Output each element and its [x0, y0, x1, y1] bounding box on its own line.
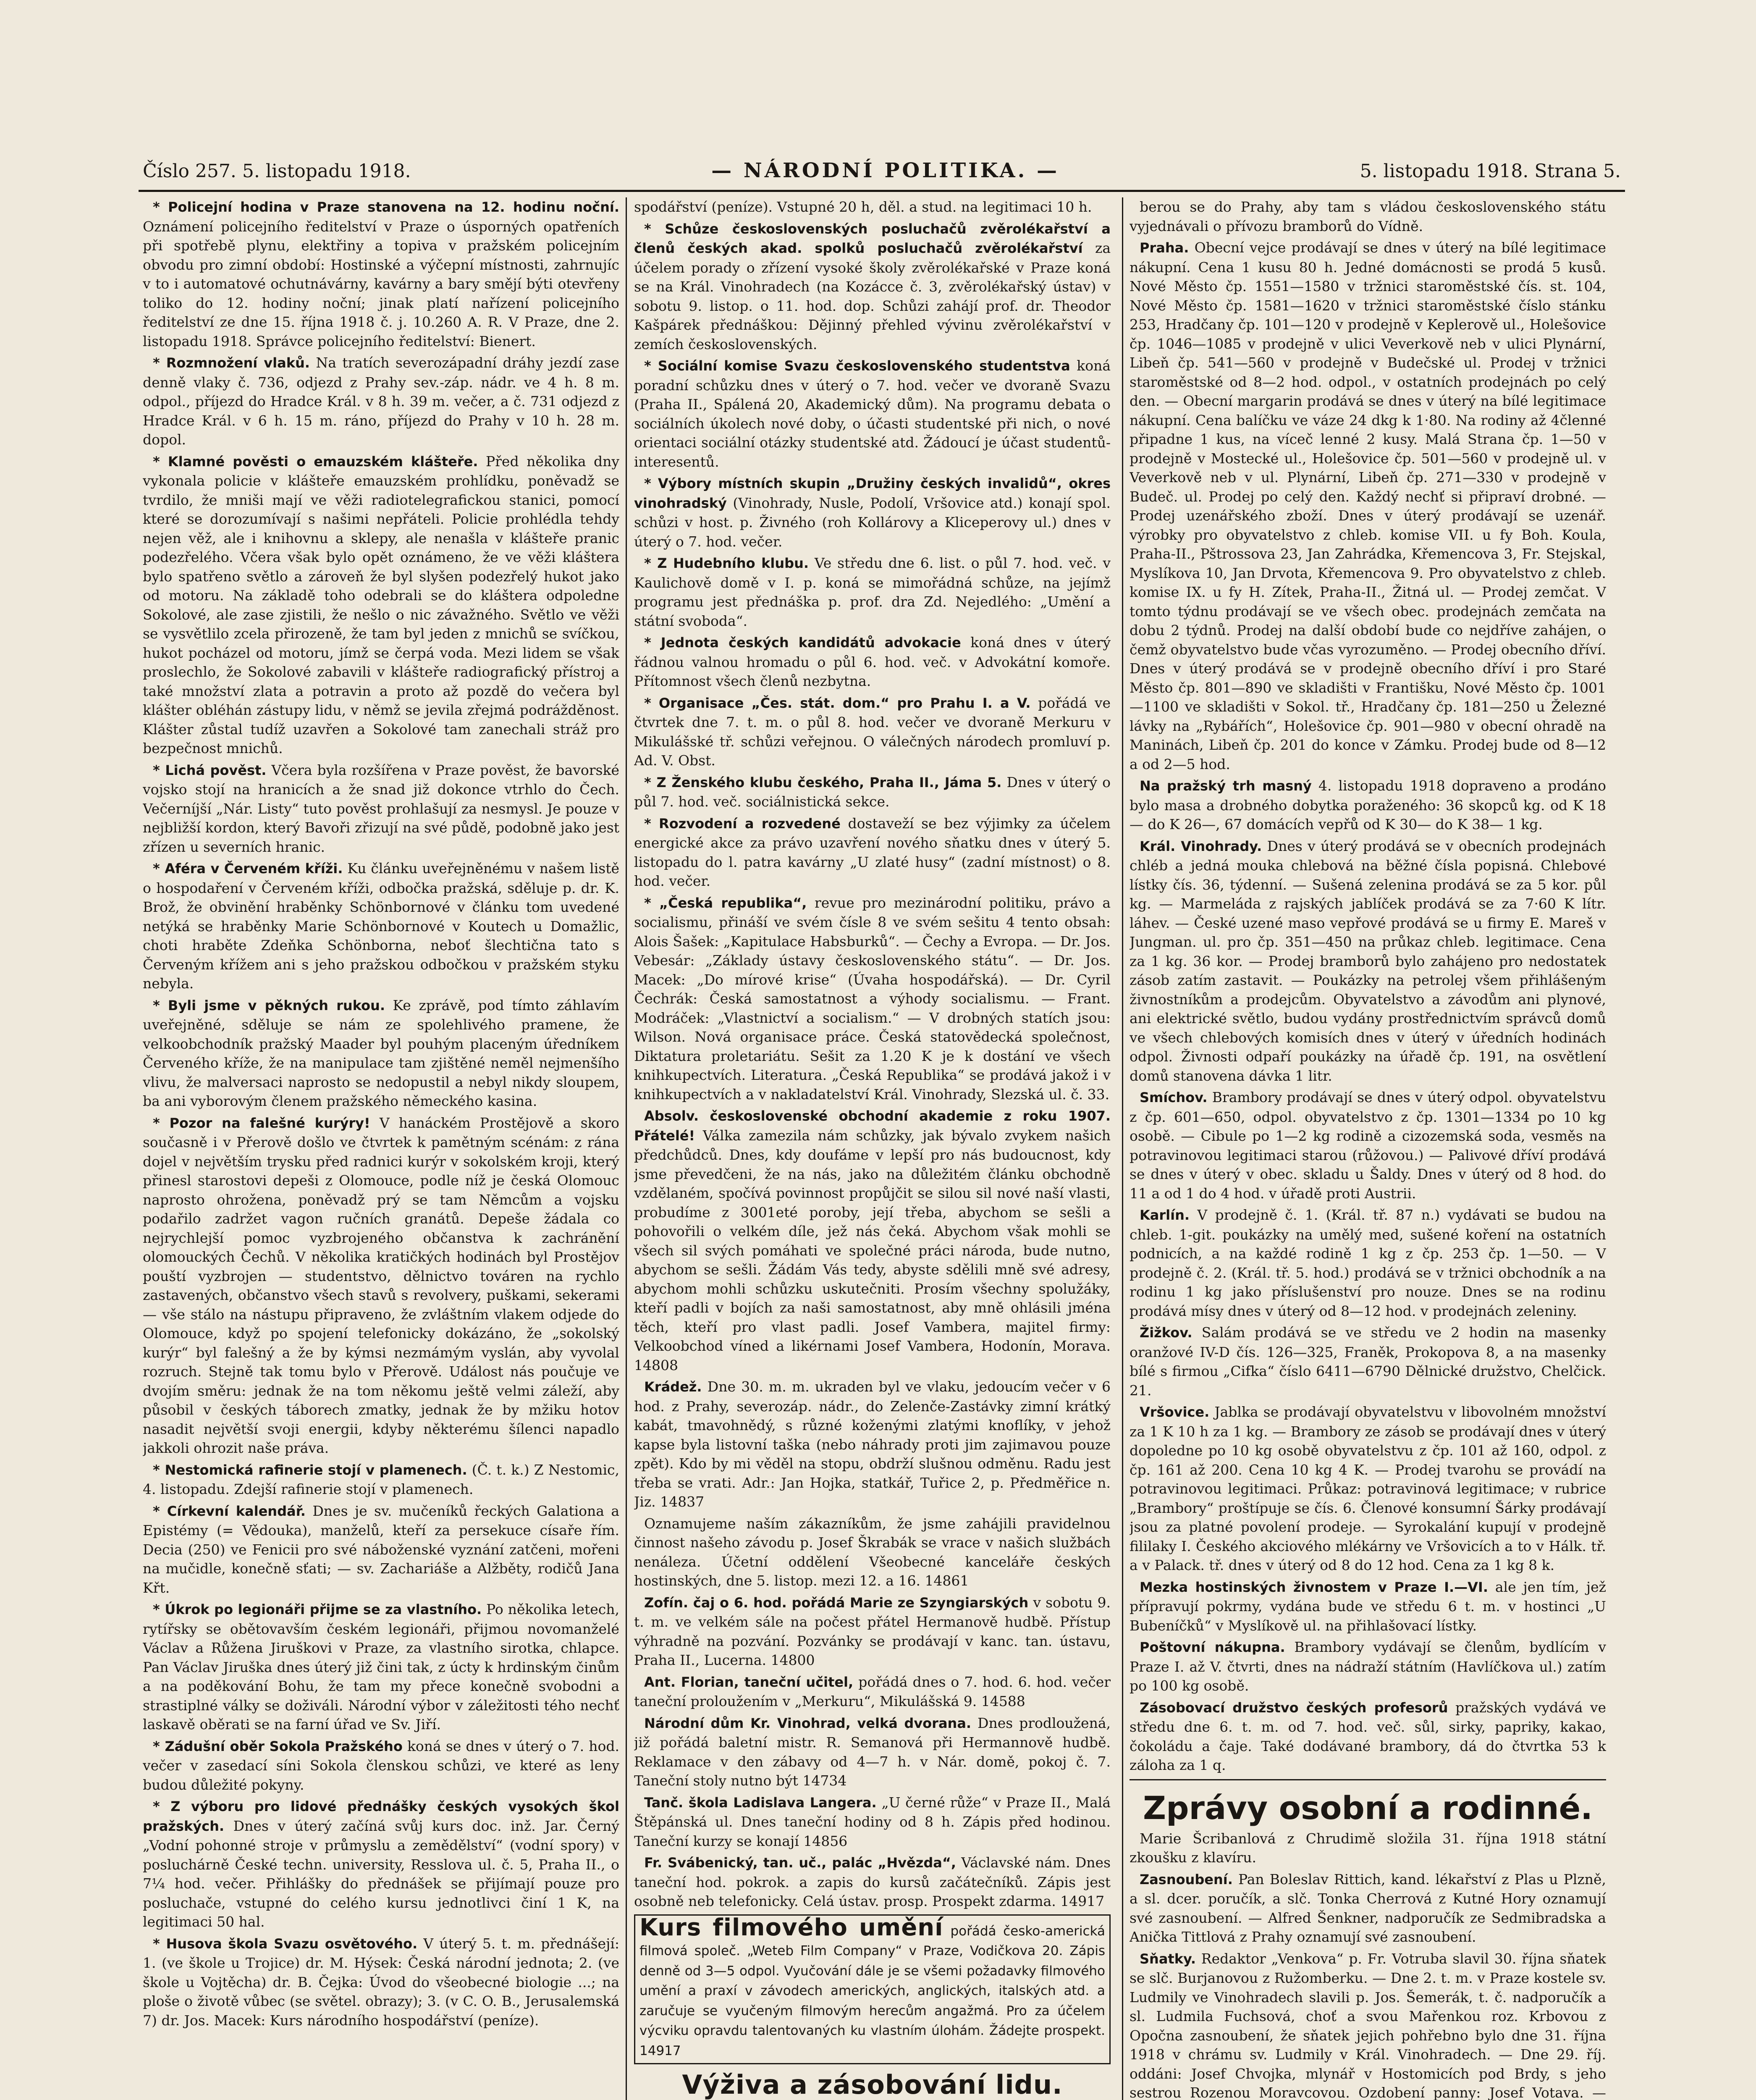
news-item-headline: * Výbory místních skupin „Družiny českých invalidů“, okres vinohradský: [634, 475, 1111, 511]
column-divider: [626, 197, 627, 2100]
news-item: [634, 219, 1111, 354]
news-item-headline: Karlín.: [1140, 1207, 1190, 1223]
news-item: [143, 1737, 619, 1795]
news-item: [143, 859, 619, 993]
news-item-headline: Národní dům Kr. Vinohrad, velká dvorana.: [644, 1715, 972, 1731]
news-item: [143, 353, 619, 449]
news-item-headline: * Rozmnožení vlaků.: [153, 355, 310, 371]
news-item: [634, 633, 1111, 691]
news-item: [634, 814, 1111, 891]
news-item-text: Ve středu dne 6. list. o půl 7. hod. več. v Kaulichově domě v I. p. koná se mimořádná schůze, na jejímž programu jest přednáška p. prof. dra Zd. Nejedlého: „Umění a státní svoboda“.: [634, 555, 1111, 629]
news-item-text: Brambory vydávají se členům, bydlícím v Praze I. až V. čtvrti, dnes na nádraží státním (Havlíčkova ul.) zatím po 100 kg osobě.: [1130, 1639, 1606, 1694]
news-item-headline: * Schůze československých posluchačů zvěrolékařství a členů českých akad. spolků posluchačů zvěrolékařství: [634, 220, 1111, 256]
news-item: [634, 474, 1111, 551]
news-item-headline: Zásobovací družstvo českých profesorů: [1140, 1699, 1448, 1716]
news-item-headline: * Jednota českých kandidátů advokacie: [644, 635, 961, 651]
news-item-text: Před několika dny vykonala policie v klášteře emauzském prohlídku, poněvadž se tvrdilo, že mniši mají ve věži radiotelegrafickou stanici, pomocí které se dorozumívají s našimi nepřáteli. Policie prohlédla tehdy nejen věž, ale i knihovnu a sklepy, ale nenašla v klášteře pranic podezřelého. Včera však bylo opět oznámeno, že ve věži kláštera bylo spatřeno světlo a zároveň že byl slyšen podezřelý hukot jako od motoru. Na základě toho odebrali se do kláštera odpoledne Sokolové, ale zase zjistili, že nešlo o nic závažného. Světlo ve věži se vysvětlilo zcela přirozeně, že tam byl jeden z mnichů se svíčkou, hukot pocházel od motoru, jímž se čerpá voda. Mezi lidem se však proslechlo, že Sokolové zabavili v klášteře radiografický přístroj a také množství zlata a potravin a proto až pozdě do večera byl klášter obléhán zástupy lidu, v němž se jevila zřejmá podrážděnost. Klášter zůstal tudíž uzavřen a Sokolové tam zanechali stráž pro bezpečnost mnichů.: [143, 453, 619, 756]
news-item-text: Dnes v úterý prodává se v obecních prodejnách chléb a jedná mouka chlebová na běžné čísla popisná. Chlebové lístky čís. 36, týdenní. — Sušená zelenina prodává se za 5 kor. půl kg. — Marmeláda z rajských jablíček prodává se za 7·60 K lítr. láhev. — České uzené maso vepřové prodává se u firmy E. Mareš v Jungman. ul. pro čp. 351—450 na průkaz chleb. legitimace. Cena za 1 kg. 36 kor. — Prodej bramborů bylo zahájeno pro nedostatek zásob zatím zastavit. — Poukázky na petrolej všem přihlášeným živnostníkům a prodejcům. Obyvatelstvo a závodům ani plynové, ani elektrické světlo, budou vydány prostřednictvím správců domů ve všech chlebových komisích dnes v úterý v úředních hodinách odpol. Živnosti odpaří poukázky na úřadě čp. 191, na osvětlení domů stanovena dávka 1 litr.: [1130, 837, 1606, 1084]
news-item-headline: * Z výboru pro lidové přednášky českých vysokých škol pražských.: [143, 1798, 619, 1834]
news-item: [143, 452, 619, 758]
news-item-headline: Vršovice.: [1140, 1404, 1210, 1420]
news-item: [634, 693, 1111, 770]
news-item: [1130, 1578, 1606, 1635]
news-item: [1130, 837, 1606, 1086]
news-item-text: Dnes v úterý začíná svůj kurs doc. inž. Jar. Černý „Vodní pohonné stroje v průmyslu a zemědělství“ (vodní spory) v posluchárně České techn. university, Resslova ul. č. 5, Praha II., o 7¼ hod. večer. Přihlášky do přednášek se přijímají pouze pro posluchače, vstupné do celého kursu jednotlivci činí 1 K, na legitimaci 50 hal.: [143, 1817, 619, 1930]
news-item-headline: Zasnoubení.: [1140, 1871, 1233, 1887]
news-item-text: V prodejně č. 1. (Král. tř. 87 n.) vydávati se budou na chleb. 1-git. poukázky na umělý med, sušené koření na ostatních podnicích, a na každé rodině 1 kg z čp. 253 čp. 1—50. — V prodejně č. 2. (Král. tř. 5. hod.) prodává se v tržnici obchodník a na rodinu 1 kg jako příslušenství pro nouze. Dnes se na rodinu prodává mísy dnes v úterý od 8—12 hod. v prodejnách zeleniny.: [1130, 1207, 1606, 1319]
news-item-headline: * Nestomická rafinerie stojí v plamenech.: [153, 1462, 467, 1478]
news-item-text: Válka zamezila nám schůzky, jak bývalo zvykem našich předchůdců. Dnes, kdy doufáme v lepší pro nás budoucnost, kdy jsme převedčeni, že na nás, jako na důležitém článku obchodně vzdělaném, spočívá povinnost propůjčit se silou sil nové naší vlasti, probudíme z 3001eté poroby, její třeba, abychom se sešli a pohovořili o velkém díle, jež nás čeká. Abychom však mohli se všech sil svých pomáhati ve společné práci národa, bude nutno, abychom se sešli. Žádám Vás tedy, abyste sdělili mně své adresy, abychom mohli schůzku uskutečniti. Prosím všechny spolužáky, kteří padli v bojích za naši samostatnost, aby mně ohlásili jména těch, kteří pro vlast padli. Josef Vambera, majitel firmy: Velkoobchod víned a likérnami Josef Vambera, Hodonín, Morava. 14808: [634, 1127, 1111, 1373]
news-item-headline: * Zádušní oběr Sokola Pražského: [153, 1738, 403, 1754]
news-item: [1130, 1205, 1606, 1320]
news-item: [634, 356, 1111, 471]
news-item: [634, 1514, 1111, 1591]
news-item-text: Na tratích severozápadní dráhy jezdí zase denně vlaky č. 736, odjezd z Prahy sev.-záp. nádr. ve 4 h. 8 m. odpol., příjezd do Hradce Král. v 8 h. 39 m. večer, a č. 731 odjezd z Hradce Král. v 6 h. 15 m. ráno, příjezd do Prahy v 10 h. 28 m. dopol.: [143, 354, 619, 448]
news-item: [143, 197, 619, 351]
news-item: [634, 1853, 1111, 1911]
section-heading: Výživa a zásobování lidu.: [682, 2069, 1063, 2100]
news-item-text: berou se do Prahy, aby tam s vládou československého státu vyjednávali o přívozu bramborů do Vídně.: [1130, 199, 1606, 234]
news-item: [1130, 1949, 1606, 2100]
news-item-headline: Žižkov.: [1140, 1325, 1193, 1341]
news-item: [143, 996, 619, 1111]
column-1: [143, 197, 619, 2100]
news-item: [1130, 1829, 1606, 1867]
news-item-headline: * „Česká republika“,: [644, 895, 807, 911]
news-item-headline: Na pražský trh masný: [1140, 778, 1312, 794]
news-item-text: Včera byla rozšířena v Praze pověst, že bavorské vojsko stojí na hranicích a že snad již dokonce vtrhlo do Čech. Večerníjší „Nár. Listy“ tuto pověst prohlašují za nesmysl. Je pouze v nejbližší kordon, který Bavoři zřizují na své půdě, podobně jako jest zřízen u severních hranic.: [143, 761, 619, 855]
news-item-text: Po několika letech, rytířsky se obětovavším českém legionáři, přijmou novomanželé Václav a Růžena Jiruškovi v Praze, za vlastního sirotka, chlapce. Pan Václav Jiruška dnes úterý již čini tak, z úcty k hrdinským činům a na poděkování Bohu, že tam my přece konečně svobodni a strastiplné války se doživáli. Národní výbor v záležitosti tého nechť laskavě oběrati se na farní úřad ve Sv. Jiří.: [143, 1601, 619, 1732]
news-item: [634, 1106, 1111, 1375]
news-item: [143, 1934, 619, 2030]
news-item-text: pražských vydává ve středu dne 6. t. m. od 7. hod. več. sůl, sirky, papriky, kakao, čokoládu a čaje. Také dodávané brambory, dá do čtvrtka 53 k záloha za 1 q.: [1130, 1699, 1606, 1773]
issue-date: Číslo 257. 5. listopadu 1918.: [143, 160, 411, 182]
continued-text: spodářství (peníze). Vstupné 20 h, děl. a stud. na legitimaci 10 h.: [634, 199, 1092, 215]
news-item-headline: * Z Hudebního klubu.: [644, 555, 809, 571]
page-number: 5. listopadu 1918. Strana 5.: [1360, 160, 1621, 182]
news-item-text: 4. listopadu 1918 dopraveno a prodáno bylo masa a drobného dobytka poraženého: 36 skopců kg. od K 18— do K 26—, 67 domácích vepřů od K 30— do K 38— 1 kg.: [1130, 777, 1606, 832]
news-item-text: Oznámení policejního ředitelství v Praze o úsporných opatřeních při spotřebě plynu, elektřiny a topiva v pražském policejním obvodu pro zimní období: Hostinské a výčepní místnosti, zahrnujíc v to i automatové ochutnávárny, kavárny a bary smějí býti otevřeny toliko do 12. hodiny noční; jinak platí nařízení policejního ředitelství ze dne 15. října 1918 č. j. 10.260 A. R. V Praze, dne 2. listopadu 1918. Správce policejního ředitelství: Bienert.: [143, 218, 619, 349]
news-item-text: dostaveží se bez výjimky za účelem energické akce za právo uzavření nového sňatku dnes v úterý 5. listopadu do l. patra kavárny „U zlaté husy“ (zadní místnost) o 8. hod. večer.: [634, 815, 1111, 889]
section-heading: Zprávy osobní a rodinné.: [1143, 1789, 1593, 1827]
news-item-text: Redaktor „Venkova“ p. Fr. Votruba slavil 30. října sňatek se slč. Burjanovou z Ružomberku. — Dne 2. t. m. v Praze kostele sv. Ludmily ve Vinohradech slavili p. Jos. Šemerák, t. č. nadporučík a sl. Ludmila Fuchsová, choť a svou Mařenkou roz. Krbovou z Opočna zasnoubení, že sňatek jejich pohřebno bylo dne 31. října 1918 v chrámu sv. Ludmily v Král. Vinohradech. — Dne 29. říj. oddáni: Josef Chvojka, mlynář v Hostomicích pod Brdy, s jeho sestrou Rozenou Moravcovou. Ozdobení panny: Josef Votava. —: [1130, 1950, 1606, 2100]
news-item-text: Ku článku uveřejněnému v našem listě o hospodaření v Červeném kříži, odbočka pražská, sděluje p. dr. K. Brož, že obvinění hraběnky Schönbornové v článku tom uvedené netýká se hraběnky Marie Schönbornové v Koutech u Domažlic, choti hraběte Zdeňka Schönborna, neboť šlechtična tato s Červeným křížem ani s jeho pražskou odbočkou v pražském styku nebyla.: [143, 860, 619, 992]
news-item-headline: * Církevní kalendář.: [153, 1503, 306, 1519]
news-item: [1130, 197, 1606, 236]
news-item-text: Salám prodává se ve středu ve 2 hodin na masenky oranžové IV-D čís. 126—325, Franěk, Prokopova 8, a na masenky bílé s firmou „Cifka“ číslo 6411—6790 Dělnické družstvo, Chelčick. 21.: [1130, 1324, 1606, 1399]
news-item: [634, 1672, 1111, 1711]
column-3: [1130, 197, 1606, 2100]
news-item-headline: Zofín. čaj o 6. hod. pořádá Marie ze Szyngiarských: [644, 1594, 1029, 1611]
news-item: [143, 1797, 619, 1932]
news-item-text: Pan Boleslav Rittich, kand. lékařství z Plas u Plzně, a sl. dcer. poručík, a slč. Tonka Cherrová z Kutné Hory oznamují své zasnoubení. — Alfred Šenkner, nadporučík ze Sedmibradska a Anička Tittlová z Prahy oznamují své zasnoubení.: [1130, 1871, 1606, 1945]
news-item-text: ale jen tím, jež přípravují pokrmy, vydána bude ve středu 6 t. m. v hostinci „U Bubeníčků“ v Myslíkově ul. na přihlašovací lístky.: [1130, 1578, 1606, 1634]
news-item: [1130, 1323, 1606, 1400]
news-item-headline: * Husova škola Svazu osvětového.: [153, 1935, 418, 1952]
news-item: [634, 893, 1111, 1104]
column-2: [634, 197, 1111, 2100]
news-item-headline: * Sociální komise Svazu československého studentstva: [644, 358, 1070, 374]
column-divider: [1122, 197, 1123, 2100]
news-item-text: Dnes v úterý o půl 7. hod. več. sociálnistická sekce.: [634, 774, 1111, 810]
news-item-text: V úterý 5. t. m. přednášejí: 1. (ve škole u Trojice) dr. M. Hýsek: Česká národní jednota; 2. (ve škole u Vojtěcha) dr. B. Čejka: Úvod do všeobecné biologie ...; na ploše o životě vůbec (se světel. obrazy); 3. (v C. O. B., Jerusalemská 7) dr. Jos. Macek: Kurs národního hospodářství (peníze).: [143, 1935, 619, 2029]
news-item: [1130, 1638, 1606, 1696]
news-item-headline: Absolv. československé obchodní akademie z roku 1907. Přátelé!: [634, 1108, 1111, 1144]
news-item-text: koná se dnes v úterý o 7. hod. večer v zasedací síni Sokola členskou schůzi, ve které as leny budou důležité pokyny.: [143, 1738, 619, 1793]
news-item: [143, 1502, 619, 1598]
news-item: [634, 1377, 1111, 1512]
news-item-headline: Mezka hostinských živnostem v Praze I.—VI.: [1140, 1579, 1488, 1595]
news-item: [143, 1113, 619, 1458]
news-item-headline: * Úkrok po legionáři přijme se za vlastního.: [153, 1601, 482, 1617]
news-item-text: revue pro mezinárodní politiku, právo a socialismu, přináší ve svém čísle 8 ve svém sešitu 4 tento obsah: Alois Šašek: „Kapitulace Habsburků“. — Čechy a Evropa. — Dr. Jos. Vebesár: „Základy ústavy československého státu“. — Dr. Jos. Macek: „Do mírové krise“ (Úvaha hospodářská). — Dr. Cyril Čechrák: Česká samostatnost a výhody socialismu. — Frant. Modráček: „Vlastnictví a socialism.“ — V drobných statích jsou: Wilson. Nová organisace práce. Česká statovědecká společnost, Diktatura proletariátu. Sešit za 1.20 K je k dostání ve všech knihkupectvích. Literatura. „Česká Republika“ se prodává jakož i v knihkupectvích a v nakladatelství Král. Vinohrady, Slezská ul. č. 33.: [634, 894, 1111, 1102]
news-item-text: Ke zprávě, pod tímto záhlavím uveřejněné, sděluje se nám ze spolehlivého pramene, že velkoobchodník pražský Maader byl pouhým placeným úředníkem Červeného kříže, že na manipulace tam zjištěné neměl nejmenšího vlivu, že malversaci naprosto se nedopustil a nebyl nikdy sloupem, ba ani vyborovým členem pražského německého kasina.: [143, 997, 619, 1109]
newspaper-title: — NÁRODNÍ POLITIKA. —: [711, 159, 1060, 182]
news-item-text: v sobotu 9. t. m. ve velkém sále na počest přátel Hermanově hudbě. Přístup výhradně na pozvání. Pozvánky se prodávají v kanc. tan. ústavu, Praha II., Lucerna. 14800: [634, 1594, 1111, 1668]
news-item-text: Brambory prodávají se dnes v úterý odpol. obyvatelstvu z čp. 601—650, odpol. obyvatelstvo z čp. 1301—1334 po 10 kg osobě. — Cibule po 1—2 kg rodině a cizozemská soda, vesměs na potravinovou legitimaci starou (růžovou.) — Palivové dříví prodává se dnes v úterý v obec. skladu u Šaldy. Dnes v úterý od 8 hod. do 11 a od 1 do 4 hod. v úřadě proti Austrii.: [1130, 1089, 1606, 1202]
news-item-text: Obecní vejce prodávají se dnes v úterý na bílé legitimace nákupní. Cena 1 kusu 80 h. Jedné domácnosti se prodá 5 kusů. Nové Město čp. 1551—1580 v tržnici staroměstské čís. st. 104, Nové Město čp. 1581—1620 v tržnici staroměstské číslo stánku 253, Hradčany čp. 101—120 v prodejně v Keplerově ul., Holešovice čp. 1046—1085 v prodejně v ulici Veverkově neb v ulici Plynární, Libeň čp. 541—560 v prodejně v Budečské ul. Prodej v tržnici staroměstské od 8—2 hod. odpol., v ostatních prodejnách po celý den. — Obecní margarin prodává se dnes v úterý na bílé legitimace nákupní. Cena balíčku ve váze 24 dkg k 1·80. Na rodiny až 4členné připadne 1 kus, na víceč lenné 2 kusy. Malá Strana čp. 1—50 v prodejně v Mostecké ul., Holešovice čp. 501—560 v prodejně ul. v Veverkově neb v ul. Plynární, Libeň čp. 271—330 v prodejně v Budeč. ul. Prodej po celý den. Každý nechť si připraví drobné. — Prodej uzenářského zboží. Dnes v úterý prodávají se uzenář. výrobky pro obyvatelstvo z chleb. komise VII. u fy Boh. Koula, Praha-II., Pštrossova 23, Jan Zahrádka, Křemencova 3, Fr. Stejskal, Myslíkova 10, Jan Drvota, Křemencova 9. Pro obyvatelstvo z chleb. komise IX. u fy H. Zítek, Praha-II., Žitná ul. — Prodej zemčat. V tomto týdnu prodávají se ve všech obec. prodejnách zemčata na dobu 2 týdnů. Prodej na další období bude co nejdříve zahájen, o čemž obyvatelstvo bude včas vyrozuměno. — Prodej obecního dříví. Dnes v úterý prodává se v prodejně obecního dříví i pro Staré Město čp. 801—890 ve skladišti v Františku, Nové Město čp. 1001—1100 ve skladišti v Sokol. tř., Hradčany čp. 181—250 u Železné lávky na „Rybářích“, Holešovice čp. 901—980 v obecní ohradě na Maninách, Libeň čp. 201 do konce v Zámku. Prodej bude od 8—12 a od 2—5 hod.: [1130, 239, 1606, 772]
news-item-text: Dne 30. m. m. ukraden byl ve vlaku, jedoucím večer v 6 hod. z Prahy, severozáp. nádr., do Zelenče-Zastávky zimní krátký kabát, tmavohnědý, s různé koženými zlatými knoflíky, v jehož kapse byla listovní taška (nebo náhrady proti jim zajimavou pouze zpět). Kdo by mi věděl na stopu, obdrží slušnou odměnu. Radu jest třeba se vrati. Adr.: Jan Hojka, statkář, Tuřice 2, p. Předměřice n. Jiz. 14837: [634, 1378, 1111, 1510]
film-course-advert: [634, 1914, 1111, 2065]
news-item-headline: * Policejní hodina v Praze stanovena na 12. hodinu noční.: [153, 199, 619, 215]
news-item-headline: * Klamné pověsti o emauzském klášteře.: [153, 453, 478, 470]
news-item-headline: Fr. Svábenický, tan. uč., palác „Hvězda“,: [644, 1855, 957, 1871]
news-item: [634, 1793, 1111, 1851]
news-item-headline: Sňatky.: [1140, 1950, 1196, 1967]
news-item-headline: Poštovní nákupna.: [1140, 1639, 1285, 1655]
news-item-headline: Smíchov.: [1140, 1089, 1208, 1105]
news-item-text: Václavské nám. Dnes taneční hod. pokrok. a zapis do kursů začátečníků. Zápis jest osobně neb telefonicky. Celá ústav. prosp. Prospekt zdarma. 14917: [634, 1854, 1111, 1909]
news-item: [634, 1593, 1111, 1670]
news-item-text: (Vinohrady, Nusle, Podolí, Vršovice atd.) konají spol. schůzi v host. p. Živného (roh Kollárovy a Kliceperovy ul.) dnes v úterý o 7. hod. večer.: [634, 494, 1111, 550]
news-item-headline: * Aféra v Červeném kříži.: [153, 861, 343, 877]
page-header: [143, 159, 1621, 188]
news-item-text: Dnes je sv. mučeníků řeckých Galationa a Epistémy (= Vědouka), manželů, kteří za persekuce císaře řím. Decia (250) ve Fenicii pro své náboženské vyznání zatčeni, mořeni na mučidle, konečně sťati; — sv. Zachariáše a Alžběty, rodičů Jana Křt.: [143, 1502, 619, 1596]
news-item: [1130, 776, 1606, 834]
news-item: [1130, 238, 1606, 774]
news-item-headline: * Organisace „Čes. stát. dom.“ pro Prahu I. a V.: [644, 695, 1031, 711]
news-item: [143, 1460, 619, 1499]
news-item-text: „U černé růže“ v Praze II., Malá Štěpánská ul. Dnes taneční hodiny od 8 h. Zápis před hodinou. Taneční kurzy se konají 14856: [634, 1794, 1111, 1849]
news-item-headline: * Rozvodení a rozvedené: [644, 815, 841, 832]
news-item: [143, 761, 619, 857]
divider: [1130, 1779, 1606, 1780]
news-item: [1130, 1698, 1606, 1775]
news-item-text: (Č. t. k.) Z Nestomic, 4. listopadu. Zdejší rafinerie stojí v plamenech.: [143, 1461, 619, 1497]
news-item-headline: Král. Vinohrady.: [1140, 838, 1262, 854]
header-rule: [139, 190, 1625, 192]
news-item-headline: Ant. Florian, taneční učitel,: [644, 1674, 854, 1690]
news-item-text: pořádá ve čtvrtek dne 7. t. m. o půl 8. hod. večer ve dvoraně Merkuru v Mikulášské tř. schůzi veřejnou. O válečných národech promluví p. Ad. V. Obst.: [634, 694, 1111, 769]
advert-headline: Kurs filmového umění: [639, 1914, 944, 1941]
news-item-text: pořádá dnes o 7. hod. 6. hod. večer taneční proloužením v „Merkuru“, Mikulášská 9. 14588: [634, 1673, 1111, 1709]
news-item-text: koná dnes v úterý řádnou valnou hromadu o půl 6. hod. več. v Advokátní komoře. Přítomnost všech členů nezbytna.: [634, 634, 1111, 689]
news-item-text: Oznamujeme naším zákazníkům, že jsme zahájili pravidelnou činnost našeho závodu p. Josef Škrabák se vrace v našich službách nenáleza. Účetní oddělení Všeobecné kanceláře českých hostinských, dne 5. listop. mezi 12. a 16. 14861: [634, 1515, 1111, 1589]
news-item: [1130, 1870, 1606, 1947]
news-item: [1130, 1402, 1606, 1575]
news-item-text: V hanáckém Prostějově a skoro současně i v Přerově došlo ve čtvrtek k pamětným scénám: z rána dojel v největším trysku před radnici kurýr v sokolském kroji, který přinesl starostovi depeši z Olomouce, podle níž je česká Olomouc naprosto ohrožena, poněvadž prý se tam Němcům a vojsku podařilo zadržet vagon ručních granátů. Depeše žádala co nejrychlejší pomoc vyzbrojeného občanstva k zachránění olomouckých Čechů. V několika kratičkých hodinách byl Prostějov pouští vyzbrojen — studentstvo, dělnictvo továren na rychlo zastavených, občanstvo všech stavů s revolvery, puškami, sekerami — vše stálo na nástupu připraveno, že zvláštním vlakem odjede do Olomouce, když po spojení telefonicky dokázáno, že „sokolský kurýr“ byl falešný a že by kýmsi nezmámým vyslán, aby vyvolal rozruch. Stejně tak tomu bylo v Přerově. Událost nás poučuje ve dvojím směru: jednak že na tom někomu ještě velmi záleží, aby působil v českých táborech zmatky, jednak že by mžiku hotov nasadit největší svoji energii, kdyby některému šílenci napadlo jakkoli ohrozit naše práva.: [143, 1114, 619, 1456]
news-item-text: Jablka se prodávají obyvatelstvu v libovolném množství za 1 K 10 h za 1 kg. — Brambory ze zásob se prodávají dnes v úterý dopoledne po 10 kg osobě obyvatelstvu z čp. 101 až 160, odpol. z čp. 161 až 200. Cena 10 kg 4 K. — Prodej tvarohu se provádí na potravinovou legitimaci. Průkaz: potravinová legitimace; v rubrice „Brambory“ proštípuje se čís. 6. Členové konsumní Šárky prodávají jsou za platné povolení prodeje. — Syrokalání kupují v prodejně fililaky I. Českého akciového mlékárny ve Vršovicích a to v Hálk. tř. a v Palack. tř. dnes v úterý od 8 do 12 hod. Cena za 1 kg 8 k.: [1130, 1404, 1606, 1573]
news-item: [634, 554, 1111, 630]
news-item-text: koná poradní schůzku dnes v úterý o 7. hod. večer ve dvoraně Svazu (Praha II., Spálená 20, Akademický dům). Na programu debata o sociálních úkolech nové doby, o účasti studentské při nich, o nové orientaci sociální otázky studentské atd. Žádoucí je účast studentů-interesentů.: [634, 357, 1111, 470]
news-item-headline: Tanč. škola Ladislava Langera.: [644, 1794, 877, 1811]
news-item-headline: Krádež.: [644, 1379, 702, 1395]
news-item-text: Marie Šcribanlová z Chrudimě složila 31. října 1918 státní zkoušku z klavíru.: [1130, 1830, 1606, 1866]
news-item-headline: Praha.: [1140, 240, 1189, 256]
news-item-headline: * Lichá pověst.: [153, 762, 267, 778]
news-item-headline: * Z Ženského klubu českého, Praha II., Jáma 5.: [644, 774, 1002, 790]
news-item: [1130, 1088, 1606, 1203]
news-item: [143, 1600, 619, 1734]
news-item: [634, 773, 1111, 811]
news-item-headline: * Pozor na falešné kurýry!: [153, 1115, 370, 1131]
news-item-text: Dnes prodloužená, již pořádá baletní mistr. R. Semanová při Hermannově hudbě. Reklamace v den zábavy od 4—7 h. v Nár. domě, pokoj č. 7. Taneční stoly nutno být 14734: [634, 1714, 1111, 1789]
news-item-text: za účelem porady o zřízení vysoké školy zvěrolékařské v Praze koná se na Král. Vinohradech (na Kozácce č. 3, zvěrolékařský ústav) v sobotu 9. listop. o 11. hod. dop. Schůzi zahájí prof. dr. Theodor Kašpárek přednáškou: Dějinný přehled vývinu zvěrolékařství v zemích československých.: [634, 240, 1111, 352]
news-item: [634, 1714, 1111, 1790]
news-item-headline: * Byli jsme v pěkných rukou.: [153, 997, 385, 1013]
advert-text: pořádá česko-americká filmová společ. „Weteb Film Company“ v Praze, Vodičkova 20. Zápis denně od 3—5 odpol. Vyučování dále je se všemi požadavky filmového umění a praxí v závodech amerických, anglických, italských atd. a zaručuje se vyučeným filmovým herecům angažmá. Pro za účelem výcviku opravdu talentovaných ku vlastním úlohám. Žádejte prospekt. 14917: [639, 1923, 1105, 2058]
